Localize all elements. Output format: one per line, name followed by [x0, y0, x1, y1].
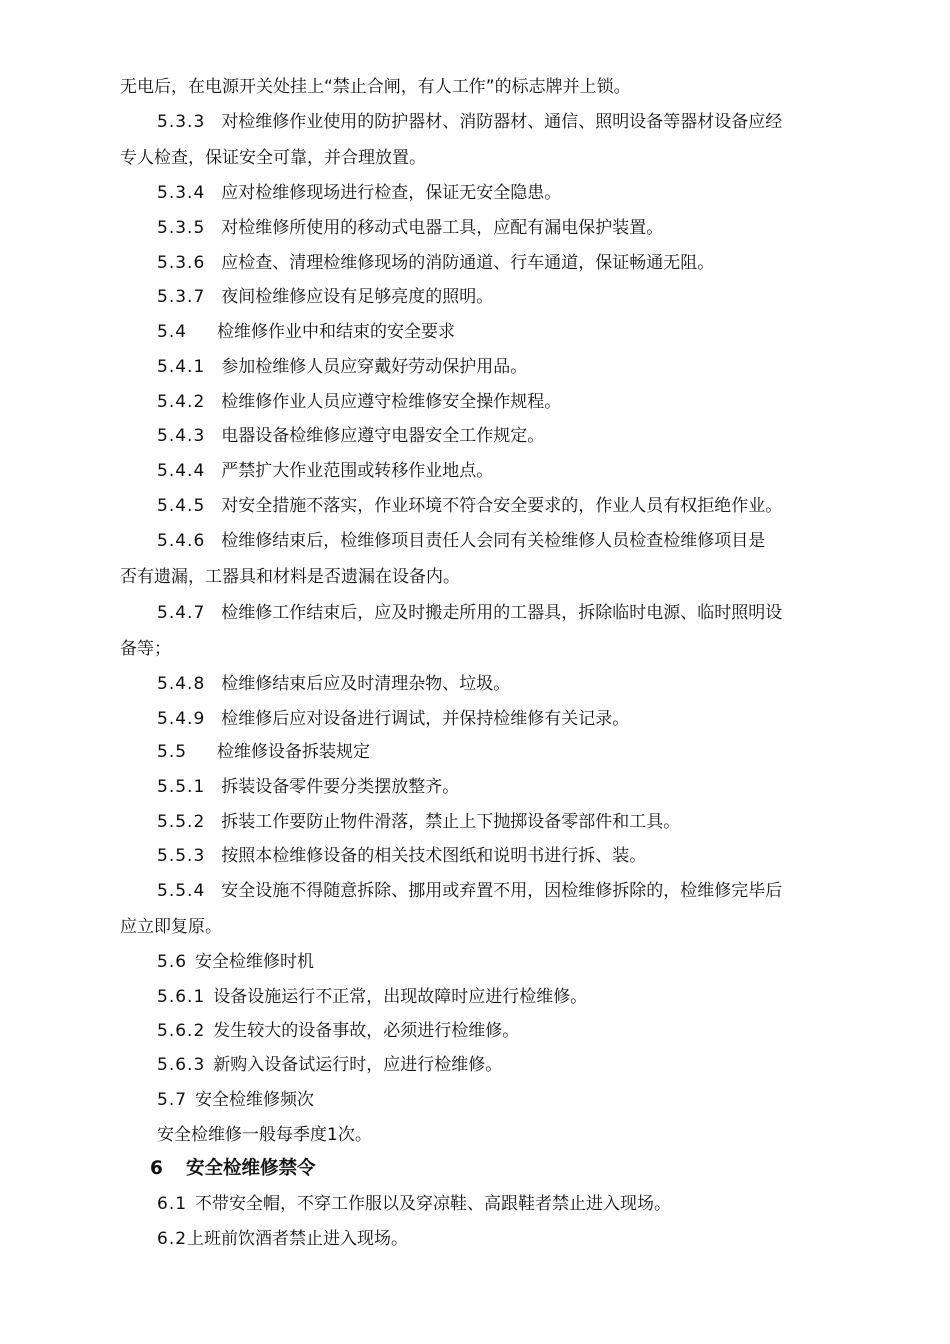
- clause-number: 5.4.6: [157, 531, 206, 551]
- clause-number: 5.4.1: [157, 357, 206, 377]
- clause-number: 5.4.2: [157, 392, 206, 412]
- chapter-number: 6: [150, 1158, 163, 1179]
- paragraph-line: 安全检维修一般每季度1次。: [157, 1125, 372, 1145]
- section-title: 安全检维修时机: [195, 952, 315, 972]
- clause-text: 应对检维修现场进行检查，保证无安全隐患。: [221, 183, 562, 203]
- clause-5-6-1: [157, 985, 587, 1009]
- clause-number: 5.3.7: [157, 287, 206, 307]
- chapter-6-heading: [150, 1157, 316, 1181]
- clause-text: 夜间检维修应设有足够亮度的照明。: [221, 287, 494, 307]
- clause-number: 5.3.4: [157, 183, 206, 203]
- clause-text: 检维修作业人员应遵守检维修安全操作规程。: [221, 392, 562, 412]
- clause-text: 应检查、清理检维修现场的消防通道、行车通道，保证畅通无阻。: [221, 253, 715, 273]
- clause-5-4-9: [157, 707, 629, 731]
- clause-text: 检维修结束后，检维修项目责任人会同有关检维修人员检查检维修项目是: [221, 531, 766, 551]
- clause-5-3-6: [157, 251, 714, 275]
- section-5-5-heading: [157, 740, 370, 764]
- section-title: 安全检维修频次: [195, 1090, 315, 1110]
- paragraph-line: 无电后，在电源开关处挂上“禁止合闸，有人工作”的标志牌并上锁。: [120, 77, 631, 97]
- clause-number: 5.3.5: [157, 218, 206, 238]
- clause-5-3-3: [157, 110, 782, 134]
- clause-text: 检维修结束后应及时清理杂物、垃圾。: [221, 674, 511, 694]
- clause-text: 发生较大的设备事故，必须进行检维修。: [213, 1021, 520, 1041]
- clause-text: 对安全措施不落实，作业环境不符合安全要求的，作业人员有权拒绝作业。: [221, 496, 783, 516]
- clause-5-4-1: [157, 355, 527, 379]
- paragraph-line: 备等；: [120, 639, 171, 659]
- clause-6-2: [157, 1227, 408, 1251]
- clause-5-4-5: [157, 494, 782, 518]
- clause-number: 5.4.9: [157, 709, 206, 729]
- paragraph-line: 专人检查，保证安全可靠，并合理放置。: [120, 148, 426, 168]
- clause-text: 严禁扩大作业范围或转移作业地点。: [221, 461, 494, 481]
- chapter-title: 安全检维修禁令: [186, 1158, 316, 1179]
- clause-text: 拆装设备零件要分类摆放整齐。: [221, 777, 460, 797]
- clause-5-4-6: [157, 529, 765, 553]
- clause-number: 6.1: [157, 1194, 188, 1214]
- clause-number: 5.4.3: [157, 426, 206, 446]
- section-number: 5.6: [157, 952, 188, 972]
- clause-5-5-2: [157, 810, 680, 834]
- clause-5-4-3: [157, 424, 544, 448]
- clause-5-4-2: [157, 390, 561, 414]
- section-number: 5.7: [157, 1090, 188, 1110]
- clause-number: 5.3.6: [157, 253, 206, 273]
- clause-text: 安全设施不得随意拆除、挪用或弃置不用，因检维修拆除的，检维修完毕后: [221, 881, 783, 901]
- section-5-7-heading: [157, 1088, 314, 1112]
- clause-text: 上班前饮酒者禁止进入现场。: [187, 1229, 409, 1249]
- clause-text: 检维修后应对设备进行调试，并保持检维修有关记录。: [221, 709, 630, 729]
- clause-5-4-4: [157, 459, 493, 483]
- clause-5-3-4: [157, 181, 561, 205]
- clause-text: 对检维修所使用的移动式电器工具，应配有漏电保护装置。: [221, 218, 664, 238]
- clause-text: 参加检维修人员应穿戴好劳动保护用品。: [221, 357, 528, 377]
- section-number: 5.4: [157, 322, 188, 342]
- clause-number: 5.4.5: [157, 496, 206, 516]
- clause-text: 新购入设备试运行时，应进行检维修。: [213, 1055, 503, 1075]
- clause-number: 6.2: [157, 1229, 188, 1249]
- clause-number: 5.6.2: [157, 1021, 206, 1041]
- clause-number: 5.3.3: [157, 112, 206, 132]
- clause-5-4-8: [157, 672, 510, 696]
- clause-number: 5.5.4: [157, 881, 206, 901]
- clause-5-5-1: [157, 775, 459, 799]
- clause-5-4-7: [157, 601, 782, 625]
- clause-text: 拆装工作要防止物件滑落，禁止上下抛掷设备零部件和工具。: [221, 812, 681, 832]
- clause-text: 检维修工作结束后，应及时搬走所用的工器具，拆除临时电源、临时照明设: [221, 603, 783, 623]
- paragraph-line: 应立即复原。: [120, 917, 222, 937]
- clause-number: 5.4.7: [157, 603, 206, 623]
- section-title: 检维修设备拆装规定: [217, 742, 371, 762]
- clause-text: 设备设施运行不正常，出现故障时应进行检维修。: [213, 987, 588, 1007]
- paragraph-line: 否有遗漏，工器具和材料是否遗漏在设备内。: [120, 567, 460, 587]
- clause-text: 电器设备检维修应遵守电器安全工作规定。: [221, 426, 545, 446]
- section-5-6-heading: [157, 950, 314, 974]
- clause-5-3-7: [157, 285, 493, 309]
- clause-5-5-3: [157, 844, 646, 868]
- clause-5-3-5: [157, 216, 663, 240]
- clause-number: 5.5.2: [157, 812, 206, 832]
- clause-5-5-4: [157, 879, 782, 903]
- section-5-4-heading: [157, 320, 455, 344]
- clause-text: 按照本检维修设备的相关技术图纸和说明书进行拆、装。: [221, 846, 647, 866]
- clause-number: 5.6.1: [157, 987, 206, 1007]
- clause-number: 5.6.3: [157, 1055, 206, 1075]
- section-title: 检维修作业中和结束的安全要求: [217, 322, 456, 342]
- section-number: 5.5: [157, 742, 188, 762]
- clause-number: 5.4.4: [157, 461, 206, 481]
- clause-text: 对检维修作业使用的防护器材、消防器材、通信、照明设备等器材设备应经: [221, 112, 783, 132]
- clause-5-6-3: [157, 1053, 502, 1077]
- clause-number: 5.4.8: [157, 674, 206, 694]
- clause-number: 5.5.1: [157, 777, 206, 797]
- clause-number: 5.5.3: [157, 846, 206, 866]
- clause-6-1: [157, 1192, 671, 1216]
- clause-5-6-2: [157, 1019, 519, 1043]
- clause-text: 不带安全帽，不穿工作服以及穿凉鞋、高跟鞋者禁止进入现场。: [195, 1194, 672, 1214]
